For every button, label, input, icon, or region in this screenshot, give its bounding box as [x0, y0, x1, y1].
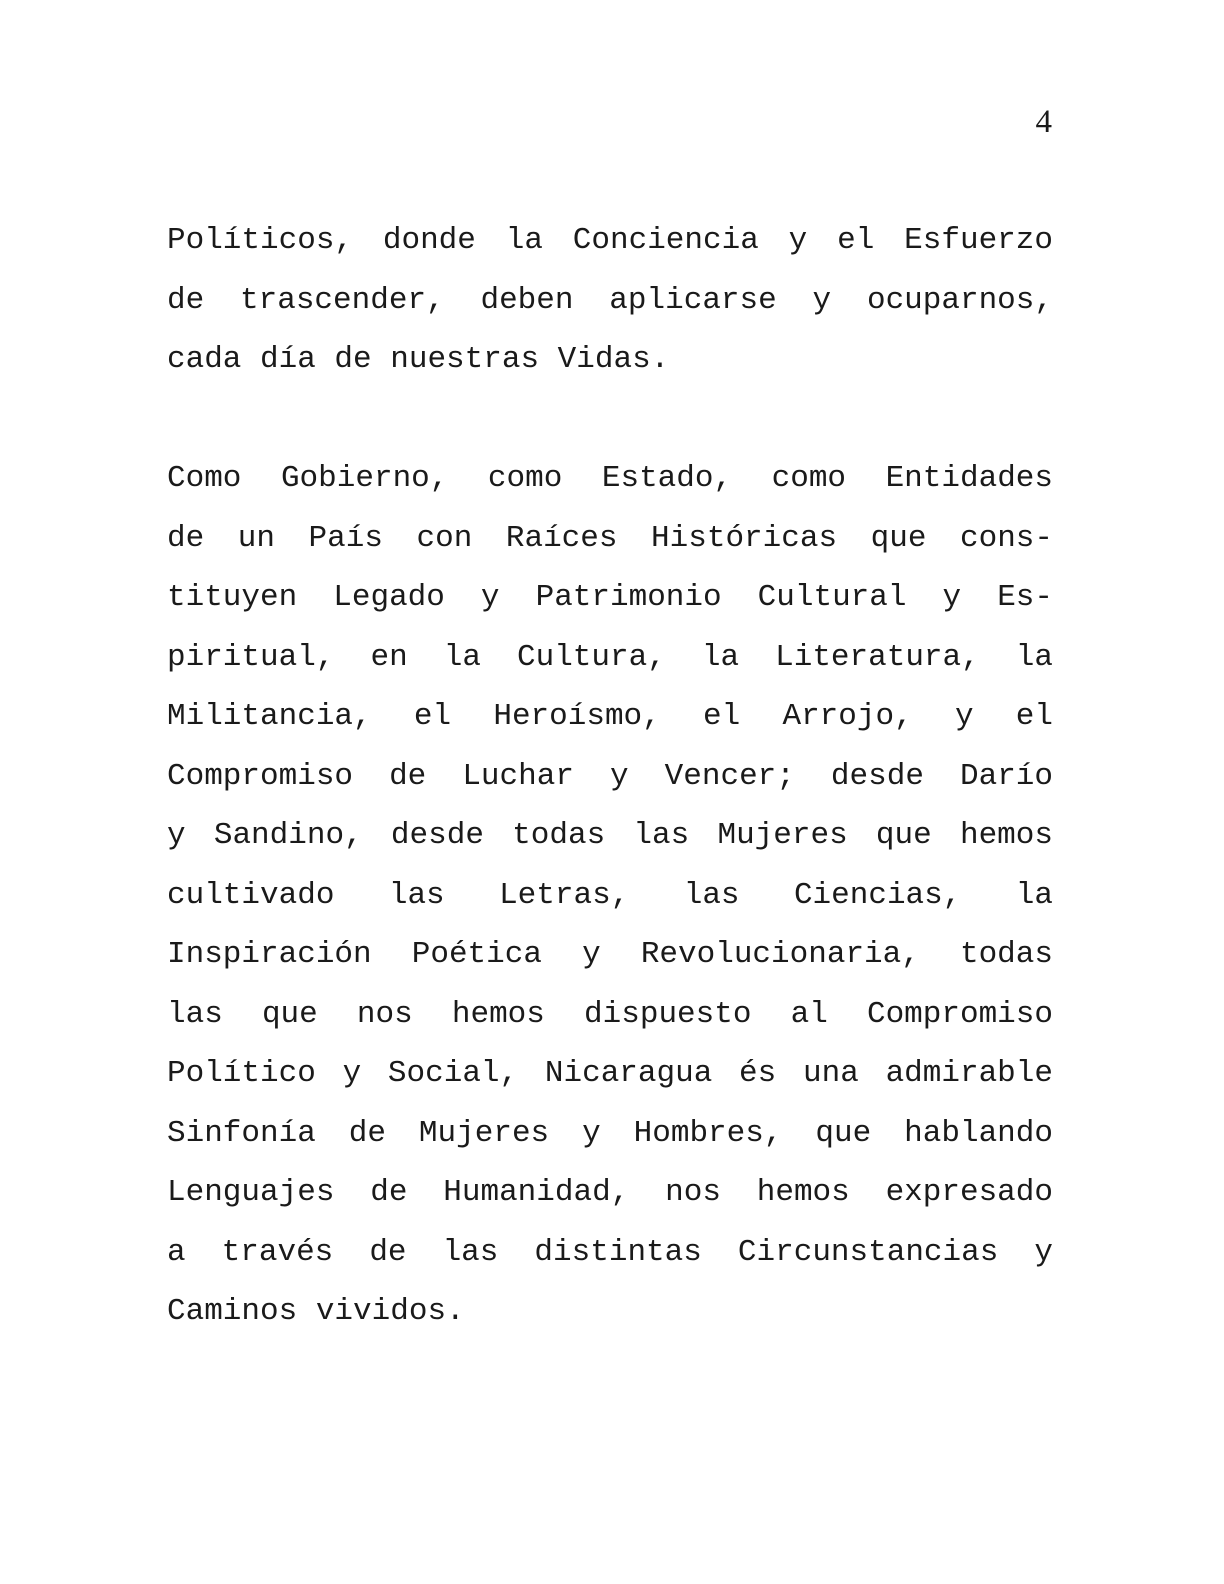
- text-line: Militancia, el Heroísmo, el Arrojo, y el: [167, 699, 1053, 734]
- text-line: cultivado las Letras, las Ciencias, la: [167, 877, 1053, 913]
- text-line: Políticos, donde la Conciencia y el Esfuerzo: [167, 223, 1053, 258]
- text-line: de trascender, deben aplicarse y ocuparnos,: [167, 282, 1053, 318]
- text-line: Lenguajes de Humanidad, nos hemos expresado: [167, 1175, 1053, 1210]
- document-content: [167, 211, 1053, 1401]
- text-line: de un País con Raíces Históricas que cons-: [167, 520, 1053, 556]
- text-line: Inspiración Poética y Revolucionaria, todas: [167, 937, 1053, 972]
- text-line: a través de las distintas Circunstancias y: [167, 1234, 1053, 1270]
- text-line: Compromiso de Luchar y Vencer; desde Darío: [167, 758, 1053, 794]
- paragraph: [167, 449, 1053, 1342]
- text-line: Sinfonía de Mujeres y Hombres, que hablando: [167, 1115, 1053, 1151]
- text-line: Caminos vividos.: [167, 1294, 465, 1329]
- paragraph: [167, 211, 1053, 390]
- text-line: Como Gobierno, como Estado, como Entidades: [167, 461, 1053, 496]
- text-line: las que nos hemos dispuesto al Compromiso: [167, 996, 1053, 1032]
- text-line: Político y Social, Nicaragua és una admirable: [167, 1056, 1053, 1091]
- page-number: 4: [1035, 104, 1052, 140]
- text-line: cada día de nuestras Vidas.: [167, 342, 670, 377]
- text-line: y Sandino, desde todas las Mujeres que hemos: [167, 818, 1053, 853]
- text-line: tituyen Legado y Patrimonio Cultural y Es-: [167, 580, 1053, 615]
- text-line: piritual, en la Cultura, la Literatura, la: [167, 639, 1053, 675]
